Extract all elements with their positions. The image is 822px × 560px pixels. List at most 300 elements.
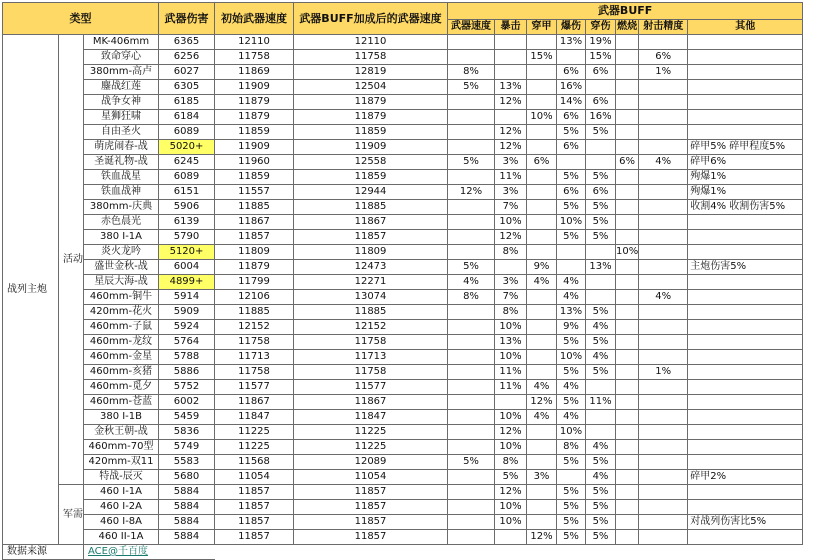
init-speed-cell: 11909 (215, 80, 294, 95)
buff-value-cell: 10% (495, 410, 527, 425)
data-source-label: 数据来源 (3, 545, 84, 560)
buff-value-cell: 4% (527, 410, 557, 425)
buff-value-cell (586, 425, 616, 440)
table-row (3, 50, 803, 65)
buff-value-cell (448, 350, 495, 365)
buff-speed-cell: 12558 (294, 155, 448, 170)
buff-value-cell (448, 215, 495, 230)
other-buff-cell (688, 215, 803, 230)
buff-value-cell (616, 95, 639, 110)
damage-cell: 5909 (159, 305, 215, 320)
init-speed-cell: 11758 (215, 335, 294, 350)
buff-value-cell: 9% (527, 260, 557, 275)
buff-value-cell: 4% (557, 380, 586, 395)
table-row (3, 290, 803, 305)
init-speed-cell: 11859 (215, 170, 294, 185)
other-buff-cell (688, 500, 803, 515)
init-speed-cell: 11758 (215, 365, 294, 380)
buff-speed-cell: 11859 (294, 125, 448, 140)
other-buff-cell (688, 245, 803, 260)
buff-value-cell: 12% (495, 95, 527, 110)
init-speed-cell: 11568 (215, 455, 294, 470)
other-buff-cell: 收割4% 收割伤害5% (688, 200, 803, 215)
buff-value-cell (639, 410, 688, 425)
buff-speed-cell: 11879 (294, 95, 448, 110)
damage-cell: 5752 (159, 380, 215, 395)
buff-value-cell: 12% (495, 425, 527, 440)
init-speed-cell: 11809 (215, 245, 294, 260)
buff-value-cell: 5% (557, 455, 586, 470)
damage-cell: 6184 (159, 110, 215, 125)
military-group-cell: 军需 (59, 485, 84, 545)
damage-cell: 6365 (159, 35, 215, 50)
buff-value-cell: 13% (557, 305, 586, 320)
buff-value-cell: 10% (557, 350, 586, 365)
buff-speed-cell: 11879 (294, 110, 448, 125)
damage-cell: 5020+ (159, 140, 215, 155)
init-speed-cell: 12152 (215, 320, 294, 335)
buff-speed-cell: 11867 (294, 215, 448, 230)
buff-value-cell: 4% (557, 275, 586, 290)
buff-value-cell: 5% (586, 335, 616, 350)
buff-value-cell (639, 485, 688, 500)
init-speed-cell: 11577 (215, 380, 294, 395)
other-buff-cell (688, 440, 803, 455)
damage-cell: 6004 (159, 260, 215, 275)
buff-value-cell (616, 275, 639, 290)
damage-cell: 5680 (159, 470, 215, 485)
damage-cell: 5914 (159, 290, 215, 305)
header-buff-col: 其他 (688, 20, 803, 35)
buff-value-cell (616, 80, 639, 95)
header-type: 类型 (3, 3, 159, 35)
buff-value-cell: 3% (527, 470, 557, 485)
buff-speed-cell: 11054 (294, 470, 448, 485)
damage-cell: 6139 (159, 215, 215, 230)
weapon-name-cell: 萌虎闹春-战 (84, 140, 159, 155)
table-row (3, 410, 803, 425)
buff-value-cell (527, 440, 557, 455)
buff-value-cell (527, 320, 557, 335)
init-speed-cell: 11857 (215, 500, 294, 515)
buff-value-cell: 6% (557, 65, 586, 80)
table-row (3, 80, 803, 95)
buff-value-cell (448, 305, 495, 320)
buff-value-cell (527, 290, 557, 305)
table-row (3, 425, 803, 440)
other-buff-cell (688, 455, 803, 470)
buff-value-cell: 5% (586, 365, 616, 380)
header-buff-speed: 武器BUFF加成后的武器速度 (294, 3, 448, 35)
other-buff-cell: 对战列伤害比5% (688, 515, 803, 530)
other-buff-cell (688, 95, 803, 110)
buff-speed-cell: 12944 (294, 185, 448, 200)
buff-value-cell (557, 260, 586, 275)
buff-value-cell (448, 230, 495, 245)
damage-cell: 6089 (159, 125, 215, 140)
buff-value-cell (557, 155, 586, 170)
table-row (3, 185, 803, 200)
buff-value-cell (527, 335, 557, 350)
buff-value-cell (586, 275, 616, 290)
init-speed-cell: 11879 (215, 95, 294, 110)
other-buff-cell: 殉爆1% (688, 185, 803, 200)
buff-value-cell (527, 515, 557, 530)
buff-value-cell: 3% (495, 185, 527, 200)
damage-cell: 6245 (159, 155, 215, 170)
weapon-table (2, 2, 803, 560)
buff-value-cell (586, 290, 616, 305)
buff-value-cell (527, 485, 557, 500)
init-speed-cell: 11960 (215, 155, 294, 170)
buff-value-cell (616, 320, 639, 335)
buff-value-cell: 11% (495, 380, 527, 395)
buff-speed-cell: 11857 (294, 485, 448, 500)
buff-value-cell: 5% (586, 230, 616, 245)
buff-speed-cell: 11857 (294, 500, 448, 515)
buff-value-cell (616, 230, 639, 245)
buff-value-cell (527, 455, 557, 470)
empty-cell (294, 545, 448, 560)
weapon-name-cell: 460mm-亥猪 (84, 365, 159, 380)
data-source-link[interactable]: ACE@千百度 (88, 546, 148, 557)
buff-value-cell (616, 185, 639, 200)
empty-cell (688, 545, 803, 560)
buff-value-cell (616, 350, 639, 365)
buff-value-cell: 5% (557, 530, 586, 545)
buff-value-cell (639, 140, 688, 155)
other-buff-cell: 碎甲6% (688, 155, 803, 170)
damage-cell: 6089 (159, 170, 215, 185)
buff-value-cell: 5% (557, 200, 586, 215)
init-speed-cell: 11869 (215, 65, 294, 80)
buff-value-cell (616, 485, 639, 500)
buff-value-cell: 4% (586, 440, 616, 455)
init-speed-cell: 11557 (215, 185, 294, 200)
buff-value-cell (616, 365, 639, 380)
weapon-name-cell: 460mm-70型 (84, 440, 159, 455)
table-row (3, 470, 803, 485)
buff-speed-cell: 12110 (294, 35, 448, 50)
buff-value-cell: 13% (495, 80, 527, 95)
empty-cell (448, 545, 495, 560)
buff-value-cell (495, 65, 527, 80)
buff-value-cell: 10% (495, 515, 527, 530)
buff-speed-cell: 12152 (294, 320, 448, 335)
buff-value-cell: 16% (586, 110, 616, 125)
buff-value-cell: 13% (586, 260, 616, 275)
buff-value-cell: 5% (557, 335, 586, 350)
table-row (3, 440, 803, 455)
buff-value-cell (527, 230, 557, 245)
buff-value-cell (495, 260, 527, 275)
buff-value-cell (639, 260, 688, 275)
buff-value-cell (639, 35, 688, 50)
buff-speed-cell: 11225 (294, 440, 448, 455)
buff-speed-cell: 11885 (294, 305, 448, 320)
buff-value-cell (639, 170, 688, 185)
table-row (3, 215, 803, 230)
buff-value-cell (448, 200, 495, 215)
buff-value-cell (527, 185, 557, 200)
buff-value-cell (527, 425, 557, 440)
buff-speed-cell: 11857 (294, 230, 448, 245)
buff-value-cell: 12% (527, 395, 557, 410)
weapon-name-cell: 星狮狂啸 (84, 110, 159, 125)
init-speed-cell: 11799 (215, 275, 294, 290)
buff-value-cell: 8% (495, 245, 527, 260)
init-speed-cell: 11885 (215, 200, 294, 215)
buff-speed-cell: 11847 (294, 410, 448, 425)
buff-value-cell: 5% (586, 170, 616, 185)
buff-value-cell: 7% (495, 290, 527, 305)
buff-value-cell (448, 530, 495, 545)
weapon-name-cell: 420mm-花火 (84, 305, 159, 320)
activity-group-cell: 活动 (59, 35, 84, 485)
buff-value-cell: 10% (495, 215, 527, 230)
buff-speed-cell: 11857 (294, 515, 448, 530)
buff-value-cell (448, 320, 495, 335)
table-row (3, 200, 803, 215)
buff-value-cell: 4% (586, 350, 616, 365)
damage-cell: 5886 (159, 365, 215, 380)
buff-value-cell (639, 530, 688, 545)
damage-cell: 5924 (159, 320, 215, 335)
buff-value-cell (639, 110, 688, 125)
weapon-name-cell: 380mm-庆典 (84, 200, 159, 215)
damage-cell: 5583 (159, 455, 215, 470)
buff-value-cell (616, 65, 639, 80)
buff-speed-cell: 11577 (294, 380, 448, 395)
weapon-name-cell: MK-406mm (84, 35, 159, 50)
buff-value-cell: 5% (557, 515, 586, 530)
weapon-name-cell: 420mm-双11 (84, 455, 159, 470)
weapon-name-cell: 铁血战星 (84, 170, 159, 185)
buff-value-cell (495, 530, 527, 545)
other-buff-cell (688, 335, 803, 350)
buff-value-cell (639, 95, 688, 110)
buff-value-cell: 4% (586, 320, 616, 335)
header-damage: 武器伤害 (159, 3, 215, 35)
buff-speed-cell: 12504 (294, 80, 448, 95)
weapon-name-cell: 星辰大海-战 (84, 275, 159, 290)
table-row (3, 305, 803, 320)
damage-cell: 6305 (159, 80, 215, 95)
other-buff-cell (688, 275, 803, 290)
buff-value-cell: 11% (495, 365, 527, 380)
empty-cell (557, 545, 586, 560)
weapon-name-cell: 460mm-铜牛 (84, 290, 159, 305)
buff-value-cell (448, 380, 495, 395)
init-speed-cell: 11857 (215, 485, 294, 500)
empty-cell (495, 545, 527, 560)
header-buff-col: 穿伤 (586, 20, 616, 35)
buff-value-cell: 10% (495, 500, 527, 515)
buff-value-cell: 4% (557, 290, 586, 305)
buff-value-cell (616, 530, 639, 545)
buff-value-cell: 4% (557, 410, 586, 425)
buff-value-cell: 8% (495, 305, 527, 320)
buff-value-cell (616, 305, 639, 320)
buff-value-cell: 5% (557, 170, 586, 185)
buff-value-cell (448, 395, 495, 410)
buff-value-cell: 15% (527, 50, 557, 65)
buff-value-cell (616, 50, 639, 65)
buff-speed-cell: 11859 (294, 170, 448, 185)
buff-value-cell (586, 140, 616, 155)
buff-value-cell: 6% (586, 95, 616, 110)
buff-value-cell: 10% (557, 425, 586, 440)
buff-value-cell: 5% (586, 305, 616, 320)
header-init-speed: 初始武器速度 (215, 3, 294, 35)
buff-value-cell (616, 125, 639, 140)
table-row (3, 350, 803, 365)
other-buff-cell (688, 365, 803, 380)
damage-cell: 5790 (159, 230, 215, 245)
buff-value-cell: 12% (495, 485, 527, 500)
buff-value-cell: 10% (495, 320, 527, 335)
damage-cell: 5120+ (159, 245, 215, 260)
weapon-name-cell: 炎火龙吟 (84, 245, 159, 260)
table-row (3, 485, 803, 500)
buff-value-cell: 19% (586, 35, 616, 50)
table-row (3, 245, 803, 260)
buff-value-cell: 5% (557, 125, 586, 140)
buff-value-cell: 3% (495, 155, 527, 170)
table-row (3, 95, 803, 110)
table-row (3, 125, 803, 140)
buff-value-cell (557, 245, 586, 260)
damage-cell: 6185 (159, 95, 215, 110)
table-row (3, 515, 803, 530)
other-buff-cell (688, 110, 803, 125)
buff-speed-cell: 11758 (294, 365, 448, 380)
buff-value-cell: 5% (495, 470, 527, 485)
buff-value-cell (616, 110, 639, 125)
table-row (3, 335, 803, 350)
buff-value-cell (639, 500, 688, 515)
buff-value-cell: 14% (557, 95, 586, 110)
weapon-name-cell: 380 I-1A (84, 230, 159, 245)
init-speed-cell: 11054 (215, 470, 294, 485)
buff-value-cell: 5% (586, 485, 616, 500)
buff-value-cell: 10% (495, 440, 527, 455)
buff-speed-cell: 11885 (294, 200, 448, 215)
init-speed-cell: 11885 (215, 305, 294, 320)
empty-cell (616, 545, 639, 560)
buff-value-cell (527, 500, 557, 515)
buff-value-cell (616, 140, 639, 155)
buff-value-cell: 5% (448, 80, 495, 95)
buff-value-cell (616, 455, 639, 470)
buff-value-cell (527, 65, 557, 80)
other-buff-cell (688, 125, 803, 140)
buff-speed-cell: 11909 (294, 140, 448, 155)
buff-value-cell (616, 395, 639, 410)
buff-value-cell: 4% (639, 155, 688, 170)
table-body (3, 35, 803, 560)
buff-value-cell: 4% (527, 380, 557, 395)
buff-value-cell (639, 230, 688, 245)
table-row (3, 110, 803, 125)
weapon-name-cell: 380mm-高卢 (84, 65, 159, 80)
init-speed-cell: 12106 (215, 290, 294, 305)
damage-cell: 6027 (159, 65, 215, 80)
init-speed-cell: 11867 (215, 215, 294, 230)
buff-value-cell: 10% (495, 350, 527, 365)
table-row (3, 365, 803, 380)
data-source-cell (84, 545, 215, 560)
other-buff-cell (688, 50, 803, 65)
buff-value-cell: 5% (586, 215, 616, 230)
other-buff-cell (688, 290, 803, 305)
buff-value-cell (527, 305, 557, 320)
buff-value-cell (616, 200, 639, 215)
buff-value-cell: 5% (586, 530, 616, 545)
buff-value-cell (639, 395, 688, 410)
footer-row (3, 545, 803, 560)
buff-value-cell (616, 215, 639, 230)
init-speed-cell: 11879 (215, 110, 294, 125)
weapon-name-cell: 盛世金秋-战 (84, 260, 159, 275)
header-row-1 (3, 3, 803, 20)
damage-cell: 6256 (159, 50, 215, 65)
buff-value-cell (639, 335, 688, 350)
buff-value-cell: 5% (586, 125, 616, 140)
damage-cell: 4899+ (159, 275, 215, 290)
other-buff-cell: 殉爆1% (688, 170, 803, 185)
other-buff-cell (688, 65, 803, 80)
buff-value-cell (495, 395, 527, 410)
table-row (3, 230, 803, 245)
weapon-name-cell: 金秋王朝-战 (84, 425, 159, 440)
buff-value-cell: 13% (495, 335, 527, 350)
buff-value-cell (639, 515, 688, 530)
header-buff-col: 射击精度 (639, 20, 688, 35)
buff-value-cell: 6% (639, 50, 688, 65)
other-buff-cell (688, 395, 803, 410)
buff-value-cell (557, 50, 586, 65)
weapon-name-cell: 460mm-苍蓝 (84, 395, 159, 410)
buff-value-cell (639, 215, 688, 230)
buff-value-cell: 5% (586, 500, 616, 515)
other-buff-cell (688, 350, 803, 365)
init-speed-cell: 11857 (215, 230, 294, 245)
buff-value-cell (527, 140, 557, 155)
table-row (3, 455, 803, 470)
buff-value-cell (616, 380, 639, 395)
table-row (3, 395, 803, 410)
buff-value-cell (616, 500, 639, 515)
buff-value-cell: 13% (557, 35, 586, 50)
other-buff-cell (688, 380, 803, 395)
buff-value-cell: 10% (616, 245, 639, 260)
buff-value-cell: 4% (586, 470, 616, 485)
buff-value-cell (448, 335, 495, 350)
buff-value-cell: 5% (586, 515, 616, 530)
buff-value-cell (639, 185, 688, 200)
buff-value-cell: 4% (639, 290, 688, 305)
init-speed-cell: 11857 (215, 515, 294, 530)
buff-value-cell (448, 110, 495, 125)
buff-value-cell (639, 125, 688, 140)
buff-value-cell: 5% (586, 455, 616, 470)
other-buff-cell (688, 530, 803, 545)
other-buff-cell (688, 485, 803, 500)
damage-cell: 5749 (159, 440, 215, 455)
buff-value-cell: 3% (495, 275, 527, 290)
buff-value-cell (639, 425, 688, 440)
